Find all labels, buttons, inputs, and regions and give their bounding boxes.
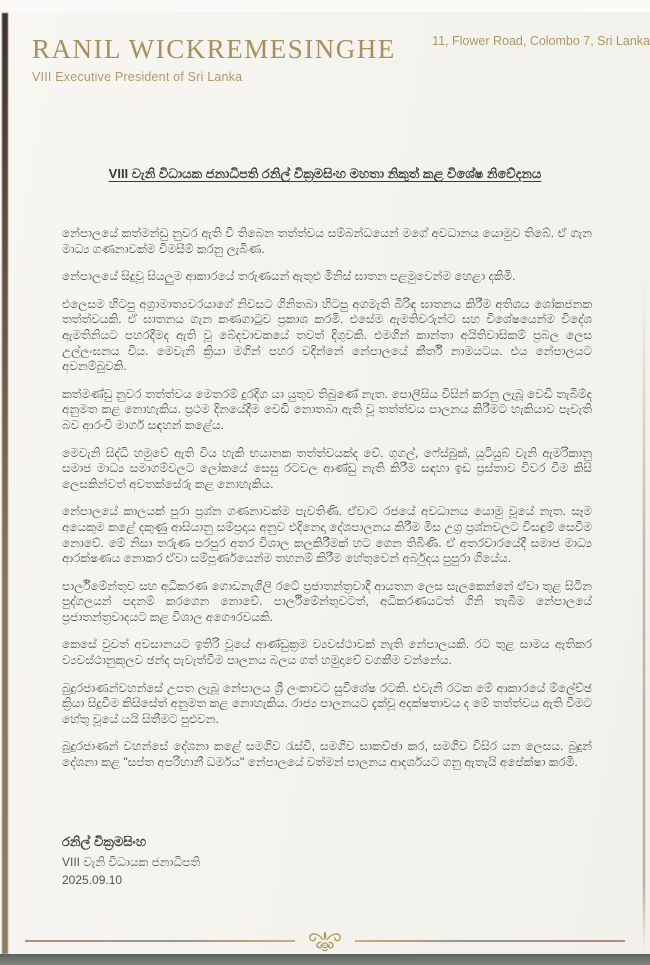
paragraph-8: කෙසේ වුවත් අවසානයට ඉතිරි වූයේ ආණ්ඩුක්‍රම ව්‍යවස්ථාවක් නැති නේපාලයකි. රට තුළ සාමය ඇතිකර ව්‍යවස්ථානුකූලව ඡන්ද පැවැත්වීම පාලනය බලය ගත් හමුදාවේ වගකීම වන්නේය. <box>62 637 592 668</box>
paragraph-4: කත්මණ්ඩු නුවර තත්ත්වය මෙතරම් දුරදිග යා යුතුව තිබුණේ නැත. පොලීසිය විසින් කරනු ලැබූ වෙඩි තැබීම්ද අනුමත කළ නොහැකිය. ප්‍රථම දිනයේදීම වෙඩි නොතබා ඇති වූ තත්ත්වය පාලනය කිරීමට හැකියාව පැවැති බව ආරංචි මාර්ග සඳහන් කළේය. <box>62 386 593 432</box>
footer-divider <box>25 928 625 954</box>
paragraph-7: පාර්ලිමේන්තුව සහ අධිකරණ ගොඩනැගිලි රටේ ප්‍රජාතන්ත්‍රවාදී ආයතන ලෙස සැලකෙන්නේ ඒවා තුළ සිටින පුද්ගලයන් පදනම් කරගෙන නොවේ. පාර්ලිමේන්තුවටත්, අධිකරණයටත් ගිනි තැබීම නේපාලයේ ප්‍රජාතන්ත්‍රවාදයට කළ විශාල අගෞරවයකි. <box>62 578 592 624</box>
signature-block <box>62 834 200 887</box>
paragraph-3: එලෙසම හිටපු අග්‍රාමාත්‍යවරයාගේ නිවසට ගිනිතබා හිටපු අගමැති බිරිඳ ඝාතනය කිරීම අතිශය ශෝකජනක තත්ත්වයකි. ඒ ඝාතනය ගැන කණගාටුව ප්‍රකාශ කරමි. එසේම ඇමතිවරුන්ට සහ විශේෂයෙන්ම විදේශ ඇමතිනියට පහරදීමද ඇති වූ බේදවාචකයේ තවත් දිගුවකි. එමගින් කාන්තා අයිතිවාසිකම් ප්‍රබල ලෙස උල්ලංඝනය විය. මෙවැනි ක්‍රියා මගින් පහර වදින්නේ නේපාලයේ කීර්ති නාමයටය. එය නේපාලයට අවනම්බුවකි. <box>62 296 592 374</box>
footer-rule-left <box>25 940 295 941</box>
scan-top-light-edge <box>0 0 650 12</box>
paragraph-2: නේපාලයේ සිදුවූ සියලුම ආකාරයේ තරුණයන් ඇතුළු මිනිස් ඝාතන පළමුවෙන්ම හෙළා දකිමි. <box>62 269 516 284</box>
letterhead-name: RANIL WICKREMESINGHE <box>32 34 396 64</box>
signatory-designation: VIII වැනි විධායක ජනාධිපති <box>62 855 201 869</box>
footer-rule-right <box>355 940 625 941</box>
signatory-name: රනිල් වික්‍රමසිංහ <box>62 834 147 849</box>
paragraph-6: නේපාලයේ කාලයක් පුරා ප්‍රශ්න ගණනාවක්ම පැවතිණි. ඒවාට රජයේ අවධානය යොමු වූයේ නැත. සෑම අයෙකුම කළේ දකුණු ආසියානු සම්ප්‍රදාය අනුව එදිනෙදා දේශපාලනය කිරීම මිස උග්‍ර ප්‍රශ්නවලට විසඳුම් සෙවීම නොවේ. මේ නිසා තරුණ පරපුර අතර විශාල කලකිරීමක් හට ගෙන තිබිණි. ඒ අතරවාරයේදී සමාජ මාධ්‍ය ආරක්ෂණය නොකර ඒවා සම්පූර්ණයෙන්ම තහනම් කිරීම හේතුවෙන් අර්බුදය පුපුරා ගියේය. <box>62 504 592 566</box>
document-body <box>62 226 592 783</box>
document-title: VIII වැනි විධායක ජනාධිපති රනිල් වික්‍රමසිංහ මහතා නිකුත් කළ විශේෂ නිවේදනය <box>108 166 542 181</box>
letterhead-address: 11, Flower Road, Colombo 7, Sri Lanka <box>432 34 650 48</box>
paragraph-5: මෙවැනි සිද්ධි හමුවේ ඇති විය හැකි භයානක තත්ත්වයක්ද වේ. ගුගල්, ෆේස්බුක්, යූටියුබ් වැනි ඇමරිකානු සමාජ මාධ්‍ය සමාගම්වලට ලෝකයේ සෙසු රටවල ආණ්ඩු නැති කිරීම සඳහා ඉඩ ප්‍රස්තාව විවර වීම කිසි ලෙසකින්වත් අවතක්සේරු කළ නොහැකිය. <box>62 445 592 491</box>
signature-date: 2025.09.10 <box>62 873 123 887</box>
scan-bottom-band <box>0 954 650 965</box>
paragraph-9: බුදුරජාණන්වහන්සේ උපත ලැබූ නේපාලය ශ්‍රී ලංකාවට සුවිශේෂ රටකි. එවැනි රටක මේ ආකාරයේ ම්ලේච්ඡ ක්‍රියා සිදුවීම කිසිසේත් අනුමත කළ නොහැකිය. රාජ්‍ය පාලනයට දැක්වූ අදක්ෂතාවය ද මේ තත්ත්වය ඇති වීමට හේතු වූයේ යයි සිතීමට පුළුවන. <box>62 680 592 726</box>
scan-left-edge-shadow <box>2 13 8 954</box>
scan-right-edge-shadow <box>643 280 645 950</box>
paragraph-1: නේපාලයේ කත්මන්ඩු නුවර ඇති වී තිබෙන තත්ත්වය සම්බන්ධයෙන් මගේ අවධානය යොමුව තිබේ. ඒ ගැන මාධ්‍ය ගණනාවක්ම විමසීම් කරනු ලැබිණ. <box>62 226 592 256</box>
letterhead-subtitle: VIII Executive President of Sri Lanka <box>32 70 243 84</box>
paragraph-10: බුදුරජාණන් වහන්සේ දේශනා කළේ සමගිව රැස්වී, සමගිව සාකච්ඡා කර, සමගිව විසිර යන ලෙසය. බුදුන් දේශනා කළ "සප්ත අපරිහානී ධර්මය" නේපාලයේ වත්මන් පාලනය ආදර්ශයට ගනු ඇතැයි අපේක්ෂා කරමි. <box>62 739 592 770</box>
gold-flourish-icon <box>303 928 347 954</box>
